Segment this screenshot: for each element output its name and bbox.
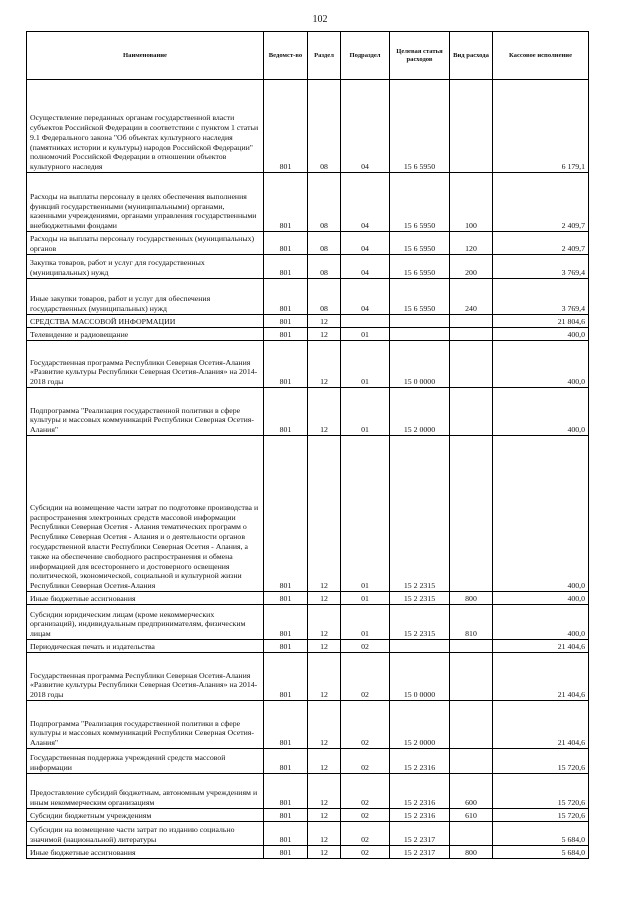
row-section: 12 (308, 592, 341, 605)
row-subsection: 01 (341, 605, 390, 640)
row-department: 801 (264, 341, 308, 388)
row-target-article (390, 640, 450, 653)
row-cash-execution: 400,0 (493, 592, 589, 605)
row-target-article (390, 315, 450, 328)
row-subsection: 01 (341, 388, 390, 436)
row-department: 801 (264, 232, 308, 255)
budget-table (26, 31, 589, 859)
row-section: 08 (308, 80, 341, 173)
row-department: 801 (264, 774, 308, 809)
table-row (27, 774, 589, 809)
row-expense-type: 120 (450, 232, 493, 255)
row-section: 12 (308, 774, 341, 809)
row-expense-type (450, 341, 493, 388)
row-cash-execution: 2 409,7 (493, 232, 589, 255)
row-target-article: 15 0 0000 (390, 653, 450, 701)
row-target-article: 15 2 2316 (390, 774, 450, 809)
row-section: 12 (308, 701, 341, 749)
row-target-article: 15 2 2315 (390, 436, 450, 592)
table-row (27, 255, 589, 279)
row-cash-execution: 2 409,7 (493, 173, 589, 232)
row-department: 801 (264, 315, 308, 328)
row-target-article: 15 6 5950 (390, 173, 450, 232)
table-row (27, 232, 589, 255)
table-row (27, 80, 589, 173)
row-section: 08 (308, 173, 341, 232)
row-target-article: 15 2 2316 (390, 809, 450, 822)
header-department: Ведомст-во (264, 32, 308, 80)
row-name: Государственная поддержка учреждений средств массовой информации (27, 749, 264, 774)
table-row (27, 436, 589, 592)
row-name: Субсидии на возмещение части затрат по подготовке производства и распространения электронных средств массовой информации Республики Северная Осетия - Алания тематических программ о Республике Северная Осетия - Алания и о деятельности органов государственной власти Республики Северная Осетия - Алания, а также на обеспечение свободного распространения и обмена информацией для всестороннего и достоверного освещения политической, экономической, социальной и культурной жизни Республики Северная Осетия-Алания (27, 436, 264, 592)
row-section: 12 (308, 436, 341, 592)
row-subsection: 02 (341, 846, 390, 859)
row-name: Телевидение и радиовещание (27, 328, 264, 341)
row-target-article: 15 0 0000 (390, 341, 450, 388)
header-row (27, 32, 589, 80)
row-subsection: 01 (341, 436, 390, 592)
row-subsection: 04 (341, 255, 390, 279)
row-name: Подпрограмма "Реализация государственной политики в сфере культуры и массовых коммуникаций Республики Северная Осетия-Алания" (27, 701, 264, 749)
row-name: Иные бюджетные ассигнования (27, 846, 264, 859)
row-department: 801 (264, 701, 308, 749)
row-target-article (390, 328, 450, 341)
table-row (27, 749, 589, 774)
row-department: 801 (264, 653, 308, 701)
header-subsection: Подраздел (341, 32, 390, 80)
row-name: Закупка товаров, работ и услуг для государственных (муниципальных) нужд (27, 255, 264, 279)
row-target-article: 15 2 0000 (390, 701, 450, 749)
row-expense-type: 800 (450, 592, 493, 605)
row-cash-execution: 5 684,0 (493, 822, 589, 846)
row-target-article: 15 2 2315 (390, 605, 450, 640)
row-expense-type: 100 (450, 173, 493, 232)
table-row (27, 640, 589, 653)
row-department: 801 (264, 605, 308, 640)
row-expense-type: 600 (450, 774, 493, 809)
table-row (27, 388, 589, 436)
row-section: 08 (308, 255, 341, 279)
row-cash-execution: 400,0 (493, 328, 589, 341)
row-section: 08 (308, 232, 341, 255)
row-section: 12 (308, 749, 341, 774)
row-expense-type (450, 749, 493, 774)
row-section: 12 (308, 341, 341, 388)
row-name: Государственная программа Республики Северная Осетия-Алания «Развитие культуры Республики Северная Осетия-Алания» на 2014-2018 годы (27, 653, 264, 701)
row-subsection: 02 (341, 640, 390, 653)
row-expense-type: 800 (450, 846, 493, 859)
row-cash-execution: 6 179,1 (493, 80, 589, 173)
row-subsection: 02 (341, 701, 390, 749)
row-target-article: 15 2 2317 (390, 846, 450, 859)
row-subsection: 02 (341, 809, 390, 822)
row-name: Государственная программа Республики Северная Осетия-Алания «Развитие культуры Республики Северная Осетия-Алания» на 2014-2018 годы (27, 341, 264, 388)
row-section: 08 (308, 279, 341, 315)
row-cash-execution: 400,0 (493, 388, 589, 436)
row-cash-execution: 5 684,0 (493, 846, 589, 859)
row-target-article: 15 6 5950 (390, 80, 450, 173)
row-cash-execution: 400,0 (493, 341, 589, 388)
row-target-article: 15 6 5950 (390, 279, 450, 315)
row-expense-type (450, 328, 493, 341)
row-department: 801 (264, 80, 308, 173)
row-target-article: 15 2 2316 (390, 749, 450, 774)
row-cash-execution: 15 720,6 (493, 749, 589, 774)
row-subsection: 01 (341, 341, 390, 388)
row-name: Субсидии юридическим лицам (кроме некоммерческих организаций), индивидуальным предпринимателям, физическим лицам (27, 605, 264, 640)
row-expense-type (450, 701, 493, 749)
row-department: 801 (264, 173, 308, 232)
row-cash-execution: 21 804,6 (493, 315, 589, 328)
row-subsection (341, 315, 390, 328)
page-number: 102 (312, 14, 328, 25)
table-row (27, 701, 589, 749)
row-target-article: 15 2 2315 (390, 592, 450, 605)
row-section: 12 (308, 846, 341, 859)
table-row (27, 653, 589, 701)
table-row (27, 592, 589, 605)
row-section: 12 (308, 315, 341, 328)
row-name: Расходы на выплаты персоналу в целях обеспечения выполнения функций государственными (муниципальными) органами, казенными учреждениями, органами управления государственными внебюджетными фондами (27, 173, 264, 232)
row-subsection: 01 (341, 592, 390, 605)
row-subsection: 02 (341, 653, 390, 701)
table-row (27, 809, 589, 822)
row-expense-type: 810 (450, 605, 493, 640)
table-row (27, 279, 589, 315)
table-row (27, 173, 589, 232)
row-subsection: 02 (341, 822, 390, 846)
row-cash-execution: 15 720,6 (493, 774, 589, 809)
row-department: 801 (264, 279, 308, 315)
header-target-article: Целевая статья расходов (390, 32, 450, 80)
row-name: Предоставление субсидий бюджетным, автономным учреждениям и иным некоммерческим организациям (27, 774, 264, 809)
row-expense-type: 610 (450, 809, 493, 822)
row-expense-type: 200 (450, 255, 493, 279)
row-section: 12 (308, 328, 341, 341)
row-expense-type (450, 315, 493, 328)
row-name: Периодическая печать и издательства (27, 640, 264, 653)
row-subsection: 04 (341, 80, 390, 173)
table-row (27, 822, 589, 846)
row-target-article: 15 6 5950 (390, 255, 450, 279)
table-row (27, 846, 589, 859)
row-cash-execution: 3 769,4 (493, 279, 589, 315)
row-expense-type (450, 388, 493, 436)
header-name: Наименование (27, 32, 264, 80)
row-name: СРЕДСТВА МАССОВОЙ ИНФОРМАЦИИ (27, 315, 264, 328)
header-expense-type: Вид расхода (450, 32, 493, 80)
row-name: Субсидии на возмещение части затрат по изданию социально значимой (национальной) литературы (27, 822, 264, 846)
row-section: 12 (308, 653, 341, 701)
row-expense-type (450, 653, 493, 701)
row-section: 12 (308, 388, 341, 436)
row-cash-execution: 15 720,6 (493, 809, 589, 822)
row-target-article: 15 2 2317 (390, 822, 450, 846)
row-subsection: 04 (341, 232, 390, 255)
row-department: 801 (264, 640, 308, 653)
row-cash-execution: 21 404,6 (493, 640, 589, 653)
row-cash-execution: 3 769,4 (493, 255, 589, 279)
header-section: Раздел (308, 32, 341, 80)
row-cash-execution: 400,0 (493, 605, 589, 640)
row-expense-type (450, 436, 493, 592)
row-section: 12 (308, 605, 341, 640)
row-department: 801 (264, 592, 308, 605)
row-subsection: 04 (341, 173, 390, 232)
table-row (27, 341, 589, 388)
row-department: 801 (264, 436, 308, 592)
row-subsection: 02 (341, 749, 390, 774)
row-section: 12 (308, 822, 341, 846)
row-cash-execution: 400,0 (493, 436, 589, 592)
row-target-article: 15 6 5950 (390, 232, 450, 255)
row-name: Субсидии бюджетным учреждениям (27, 809, 264, 822)
row-department: 801 (264, 388, 308, 436)
row-subsection: 01 (341, 328, 390, 341)
row-expense-type (450, 640, 493, 653)
row-department: 801 (264, 822, 308, 846)
row-expense-type: 240 (450, 279, 493, 315)
row-subsection: 04 (341, 279, 390, 315)
row-name: Подпрограмма "Реализация государственной политики в сфере культуры и массовых коммуникаций Республики Северная Осетия-Алания" (27, 388, 264, 436)
row-department: 801 (264, 749, 308, 774)
row-name: Осуществление переданных органам государственной власти субъектов Российской Федерации в соответствии с пунктом 1 статьи 9.1 Федерального закона "Об объектах культурного наследия (памятниках истории и культуры) народов Российской Федерации" полномочий Российской Федерации в отношении объектов культурного наследия (27, 80, 264, 173)
table-row (27, 315, 589, 328)
row-department: 801 (264, 328, 308, 341)
row-department: 801 (264, 809, 308, 822)
row-name: Расходы на выплаты персоналу государственных (муниципальных) органов (27, 232, 264, 255)
row-section: 12 (308, 809, 341, 822)
row-section: 12 (308, 640, 341, 653)
row-cash-execution: 21 404,6 (493, 653, 589, 701)
table-row (27, 605, 589, 640)
row-expense-type (450, 80, 493, 173)
row-cash-execution: 21 404,6 (493, 701, 589, 749)
row-target-article: 15 2 0000 (390, 388, 450, 436)
row-name: Иные бюджетные ассигнования (27, 592, 264, 605)
table-row (27, 328, 589, 341)
row-expense-type (450, 822, 493, 846)
row-department: 801 (264, 846, 308, 859)
row-department: 801 (264, 255, 308, 279)
header-cash-execution: Кассовое исполнение (493, 32, 589, 80)
row-name: Иные закупки товаров, работ и услуг для обеспечения государственных (муниципальных) нужд (27, 279, 264, 315)
row-subsection: 02 (341, 774, 390, 809)
